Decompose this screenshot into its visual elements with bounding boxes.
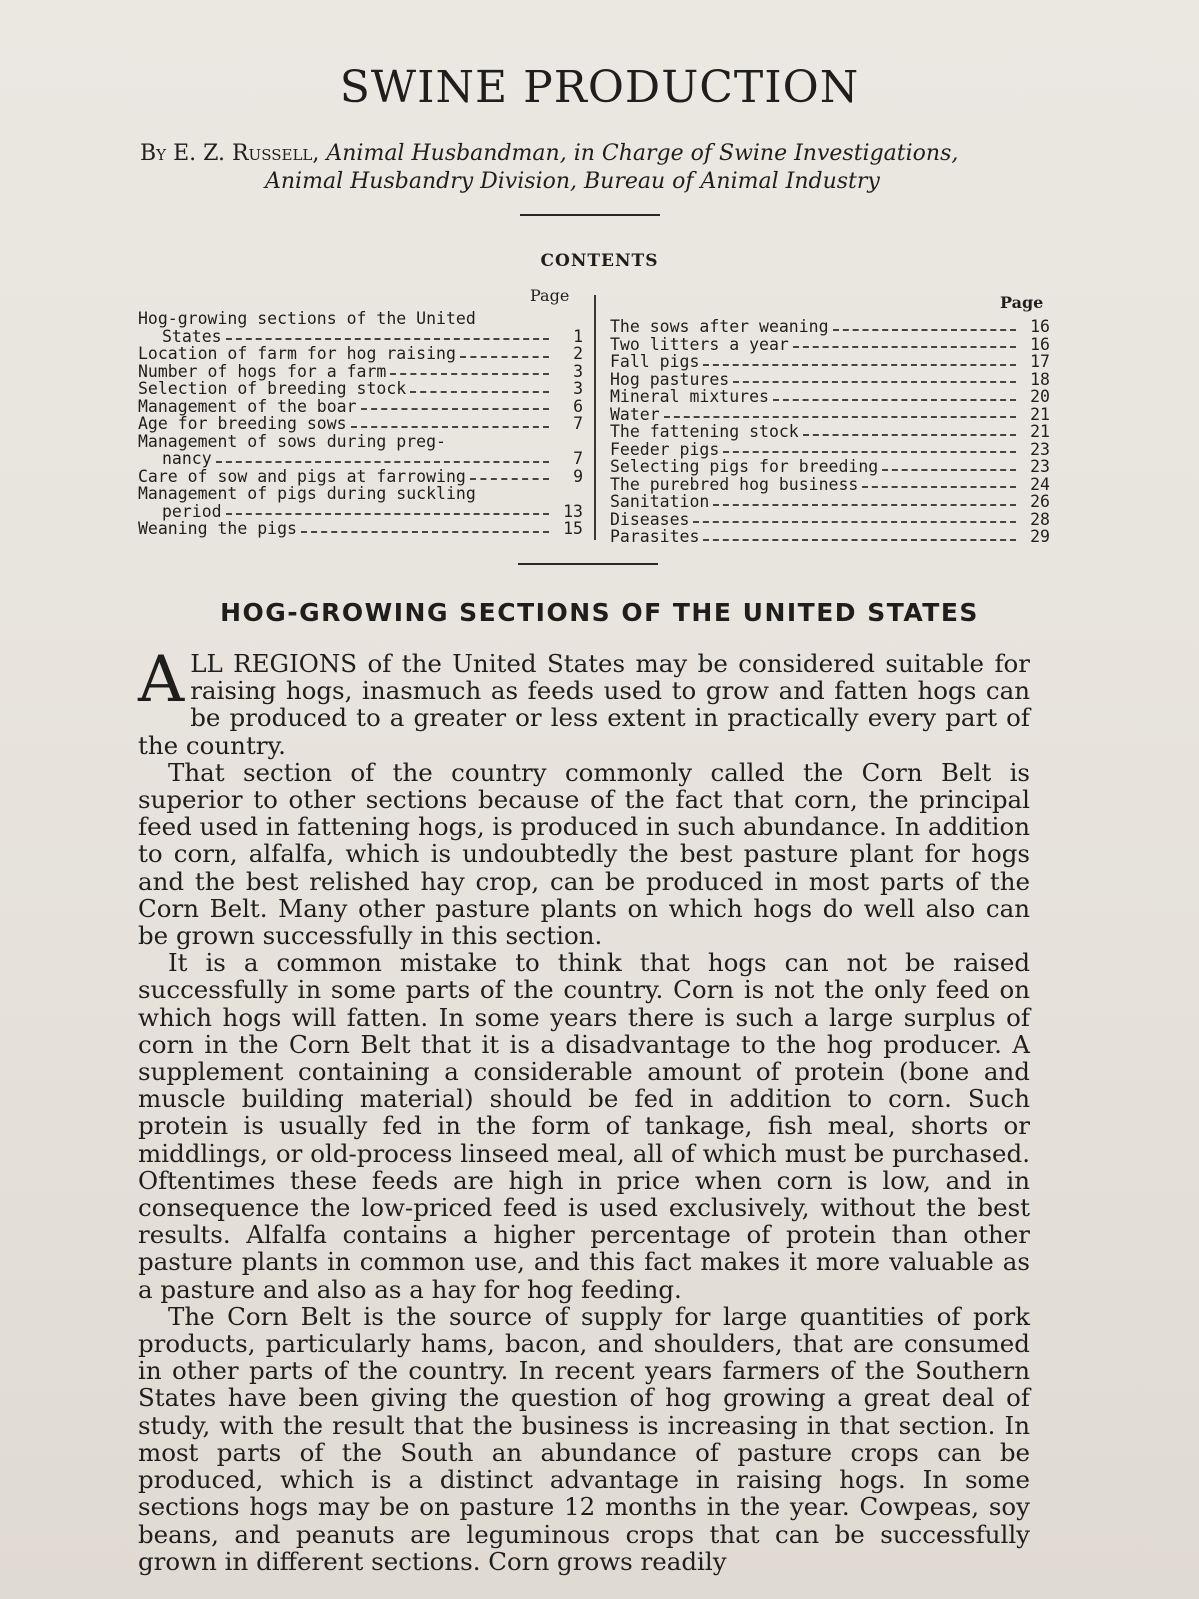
toc-entry-page: 23 [1030, 439, 1050, 459]
toc-entry-page: 28 [1030, 509, 1050, 529]
toc-entry [138, 398, 583, 416]
toc-page-label-right: Page [1000, 293, 1044, 312]
toc-leader-dots [216, 460, 549, 463]
paragraph: It is a common mistake to think that hogs can not be raised successfully in some parts of the country. Corn is not the only feed on which hogs will fatten. In some years there is such a large surplus of corn in the Corn Belt that it is a disadvantage to the hog producer. A supplement containing a considerable amount of protein (bone and muscle building material) should be fed in addition to corn. Such protein is usually fed in the form of tankage, fish meal, shorts or middlings, or old-process linseed meal, all of which must be purchased. Oftentimes these feeds are high in price when corn is low, and in consequence the low-priced feed is used exclusively, without the best results. Alfalfa contains a higher percentage of protein than other pasture plants in common use, and this fact makes it more valuable as a pasture and also as a hay for hog feeding. [138, 948, 1030, 1304]
toc-entry-page: 7 [573, 449, 583, 468]
toc-entry-label: The purebred hog business [610, 474, 859, 494]
paragraph: The Corn Belt is the source of supply for large quantities of pork products, particularly hams, bacon, and shoulders, that are consumed in other parts of the country. In recent years farmers of the Southern States have been giving the question of hog growing a great deal of study, with the result that the business is increasing in that section. In most parts of the South an abundance of pasture crops can be produced, which is a distinct advantage in raising hogs. In some sections hogs may be on pasture 12 months in the year. Cowpeas, soy beans, and peanuts are leguminous crops that can be successfully grown in different sections. Corn grows readily [138, 1301, 1030, 1576]
contents-heading: CONTENTS [540, 251, 659, 271]
toc-entry-label: Hog-growing sections of the United [138, 309, 476, 328]
toc-entry-page: 18 [1030, 369, 1050, 389]
toc-entry [610, 458, 1050, 476]
toc-leader-dots [361, 407, 549, 410]
page-title: SWINE PRODUCTION [339, 62, 860, 113]
toc-entry-page: 1 [573, 326, 583, 346]
toc-right-column [610, 318, 1050, 546]
toc-entry-label: Care of sow and pigs at farrowing [138, 466, 466, 486]
toc-entry-page: 15 [563, 519, 583, 538]
toc-leader-dots [693, 520, 1016, 523]
paragraph: That section of the country commonly called the Corn Belt is superior to other sections because of the fact that corn, the principal feed used in fattening hogs, is produced in such abundance. In addition to corn, alfalfa, which is undoubtedly the best pasture plant for hogs and the best relished hay crop, can be produced in most parts of the Corn Belt. Many other pasture plants on which hogs do well also can be grown successfully in this section. [138, 757, 1030, 951]
toc-divider [594, 295, 596, 540]
toc-entry [138, 503, 583, 521]
toc-entry-label: Sanitation [610, 492, 710, 511]
toc-entry-page: 17 [1030, 352, 1050, 371]
toc-leader-dots [460, 355, 549, 358]
toc-entry-page: 16 [1030, 317, 1050, 336]
toc-leader-dots [733, 380, 1016, 383]
toc-entry-page: 6 [573, 396, 583, 416]
byline-line2: Animal Husbandry Division, Bureau of Animal Industry [265, 169, 880, 194]
toc-entry [610, 423, 1050, 441]
body-text [138, 643, 1031, 1576]
toc-leader-dots [226, 512, 549, 515]
toc-entry-label: Selection of breeding stock [138, 379, 407, 398]
toc-entry-page: 9 [573, 466, 583, 486]
toc-entry-page: 26 [1030, 492, 1050, 511]
toc-page-label-left: Page [530, 286, 570, 305]
toc-left-column [138, 310, 583, 538]
toc-leader-dots [703, 538, 1016, 541]
toc-entry-label: Diseases [610, 509, 690, 529]
toc-entry-page: 29 [1030, 527, 1050, 546]
toc-entry [610, 371, 1050, 389]
toc-leader-dots [390, 372, 549, 375]
toc-entry [610, 511, 1050, 529]
toc-entry-page: 3 [573, 361, 583, 381]
byline [140, 140, 1070, 196]
toc-entry-label: period [162, 501, 222, 521]
toc-entry-page: 21 [1030, 422, 1050, 441]
toc-leader-dots [480, 497, 549, 498]
divider-bottom [518, 563, 658, 565]
toc-entry [138, 520, 583, 538]
toc-entry-page: 2 [573, 344, 583, 363]
toc-leader-dots [833, 328, 1016, 331]
toc-entry-label: Management of sows during preg- [138, 431, 446, 451]
toc-entry [610, 336, 1050, 354]
divider-top [520, 214, 660, 216]
toc-entry [138, 380, 583, 398]
toc-leader-dots [773, 398, 1016, 401]
toc-entry [610, 406, 1050, 424]
paragraph [138, 643, 1031, 760]
toc-entry [138, 415, 583, 433]
toc-entry-page: 13 [563, 501, 583, 521]
toc-leader-dots [793, 345, 1016, 348]
byline-author: By E. Z. Russell, [140, 141, 320, 166]
toc-leader-dots [301, 530, 549, 533]
drop-cap: A [138, 643, 185, 717]
toc-entry-page: 7 [573, 414, 583, 433]
toc-entry [138, 310, 583, 328]
toc-entry [138, 468, 583, 486]
toc-entry-label: Selecting pigs for breeding [610, 457, 879, 476]
toc-entry [610, 441, 1050, 459]
section-heading: HOG-GROWING SECTIONS OF THE UNITED STATES [220, 598, 979, 627]
toc-entry-label: Hog pastures [610, 369, 730, 389]
toc-leader-dots [226, 337, 549, 340]
toc-entry-page: 20 [1030, 387, 1050, 406]
toc-entry-label: Mineral mixtures [610, 387, 769, 406]
toc-entry [138, 328, 583, 346]
toc-entry-label: States [162, 326, 222, 346]
toc-leader-dots [450, 444, 549, 445]
paragraph-text: of the United States may be considered suitable for raising hogs, inasmuch as feeds used to grow and fatten hogs can be produced to a greater or less extent in practically every part of the country. [138, 649, 1031, 760]
toc-entry [610, 353, 1050, 371]
toc-leader-dots [470, 477, 549, 480]
toc-entry-label: The sows after weaning [610, 317, 829, 336]
toc-leader-dots [882, 468, 1016, 471]
toc-entry-label: Location of farm for hog raising [138, 344, 456, 363]
toc-entry-label: Management of pigs during suckling [138, 484, 476, 503]
toc-entry-page: 21 [1030, 404, 1050, 424]
toc-leader-dots [480, 322, 549, 323]
toc-entry-page: 3 [573, 379, 583, 398]
toc-entry [138, 345, 583, 363]
toc-leader-dots [410, 390, 549, 393]
toc-entry-label: Parasites [610, 527, 700, 546]
toc-entry-label: Management of the boar [138, 396, 357, 416]
toc-leader-dots [664, 415, 1016, 418]
toc-entry-page: 16 [1030, 334, 1050, 354]
toc-leader-dots [351, 425, 549, 428]
toc-entry-label: nancy [162, 449, 212, 468]
lead-words: LL REGIONS [190, 649, 358, 678]
toc-entry-label: Water [610, 404, 660, 424]
byline-line1: Animal Husbandman, in Charge of Swine Investigations, [326, 141, 959, 166]
toc-leader-dots [723, 450, 1016, 453]
toc-entry [610, 476, 1050, 494]
toc-entry [138, 485, 583, 503]
toc-entry [610, 318, 1050, 336]
toc-entry [610, 493, 1050, 511]
toc-entry-label: Two litters a year [610, 334, 789, 354]
toc-entry-label: Feeder pigs [610, 439, 720, 459]
toc-entry [610, 528, 1050, 546]
toc-entry-label: Age for breeding sows [138, 414, 347, 433]
toc-leader-dots [862, 485, 1016, 488]
toc-entry-label: Fall pigs [610, 352, 700, 371]
toc-entry [610, 388, 1050, 406]
toc-entry-label: Weaning the pigs [138, 519, 297, 538]
toc-entry-label: Number of hogs for a farm [138, 361, 387, 381]
toc-entry-page: 24 [1030, 474, 1050, 494]
toc-leader-dots [713, 503, 1016, 506]
toc-leader-dots [703, 363, 1016, 366]
toc-leader-dots [803, 433, 1016, 436]
toc-entry [138, 363, 583, 381]
toc-entry-page: 23 [1030, 457, 1050, 476]
toc-entry [138, 450, 583, 468]
toc-entry [138, 433, 583, 451]
toc-entry-label: The fattening stock [610, 422, 799, 441]
